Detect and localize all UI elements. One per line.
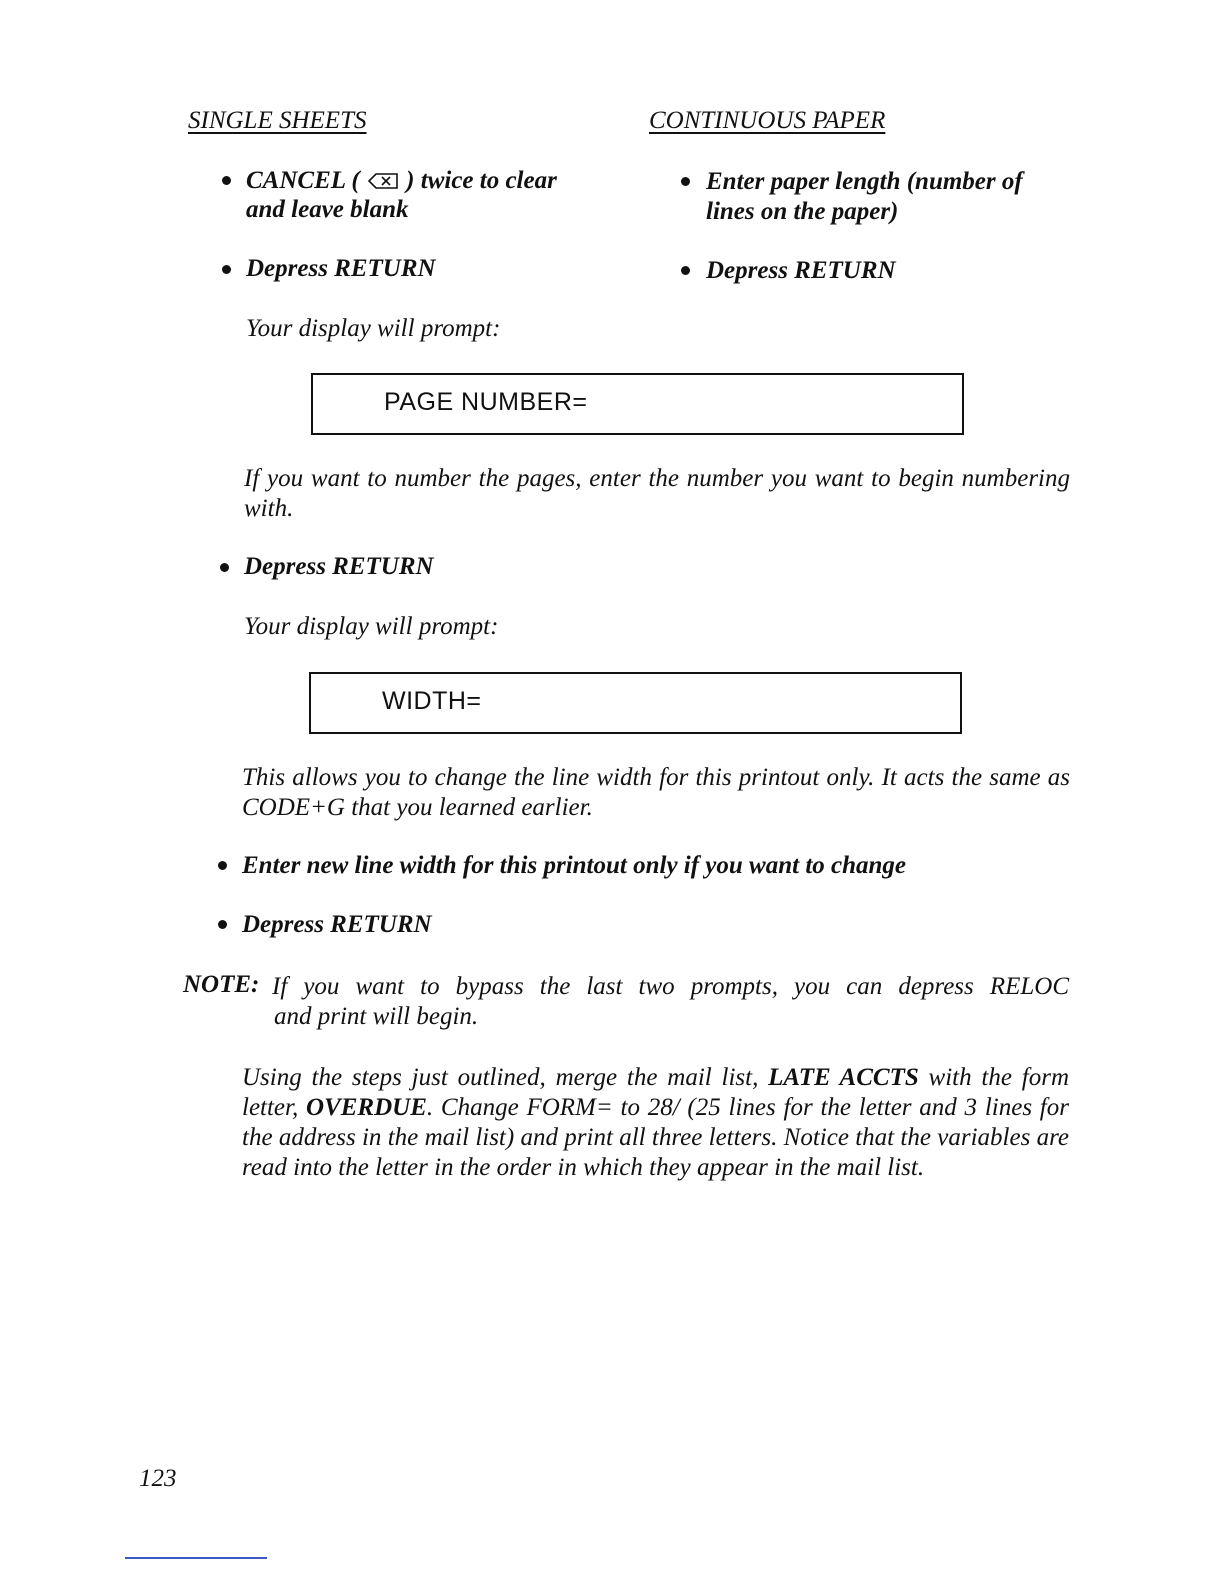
- cancel-step-after: ) twice to clear: [406, 167, 557, 194]
- width-paragraph: This allows you to change the line width for this printout only. It acts the same as CODE+G that you learned earlier.: [242, 764, 1070, 821]
- bullet-icon: [222, 176, 231, 185]
- depress-return-3: Depress RETURN: [242, 911, 432, 938]
- bullet-icon: [220, 563, 229, 572]
- enter-width-step: Enter new line width for this printout only if you want to change: [242, 852, 907, 879]
- bullet-icon: [218, 920, 227, 929]
- cancel-key-icon: [368, 168, 398, 186]
- mail-list-name: LATE ACCTS: [768, 1064, 919, 1091]
- exercise-text-2: with the form letter,: [242, 1064, 1069, 1121]
- page-number: 123: [139, 1465, 177, 1492]
- continuous-paper-heading: CONTINUOUS PAPER: [649, 107, 886, 134]
- depress-return-2: Depress RETURN: [244, 553, 434, 580]
- enter-length-line1: Enter paper length (number of: [706, 168, 1023, 195]
- depress-return-single: Depress RETURN: [246, 255, 436, 282]
- enter-length-line2: lines on the paper): [706, 198, 899, 225]
- bullet-icon: [218, 861, 227, 870]
- page-number-prompt: PAGE NUMBER=: [384, 388, 588, 416]
- note-line1: If you want to bypass the last two prompts, you can depress RELOC: [272, 973, 1069, 1000]
- prompt-intro-1: Your display will prompt:: [246, 315, 501, 342]
- bullet-icon: [681, 177, 690, 186]
- bullet-icon: [222, 265, 231, 274]
- exercise-text-3: . Change FORM= to 28/ (25 lines for the letter and 3 lines for the address in the mail list) and print all three letters. Notice that the variables are read into the letter in the order in which they appear in the mail list.: [242, 1094, 1069, 1181]
- note-label: NOTE:: [183, 971, 260, 998]
- note-line2: and print will begin.: [274, 1003, 479, 1030]
- depress-return-continuous: Depress RETURN: [706, 257, 896, 284]
- form-letter-name: OVERDUE: [306, 1094, 427, 1121]
- cancel-step-before: CANCEL (: [246, 167, 360, 194]
- exercise-paragraph: [242, 1063, 1069, 1183]
- single-sheets-heading: SINGLE SHEETS: [188, 107, 367, 134]
- footer-rule: [125, 1557, 267, 1559]
- bullet-icon: [681, 266, 690, 275]
- cancel-step: [246, 166, 616, 196]
- exercise-text-1: Using the steps just outlined, merge the mail list,: [242, 1064, 769, 1091]
- page-number-paragraph: If you want to number the pages, enter the number you want to begin numbering with.: [244, 465, 1070, 522]
- cancel-step-line2: and leave blank: [246, 196, 409, 223]
- width-prompt: WIDTH=: [382, 687, 482, 715]
- prompt-intro-2: Your display will prompt:: [244, 613, 499, 640]
